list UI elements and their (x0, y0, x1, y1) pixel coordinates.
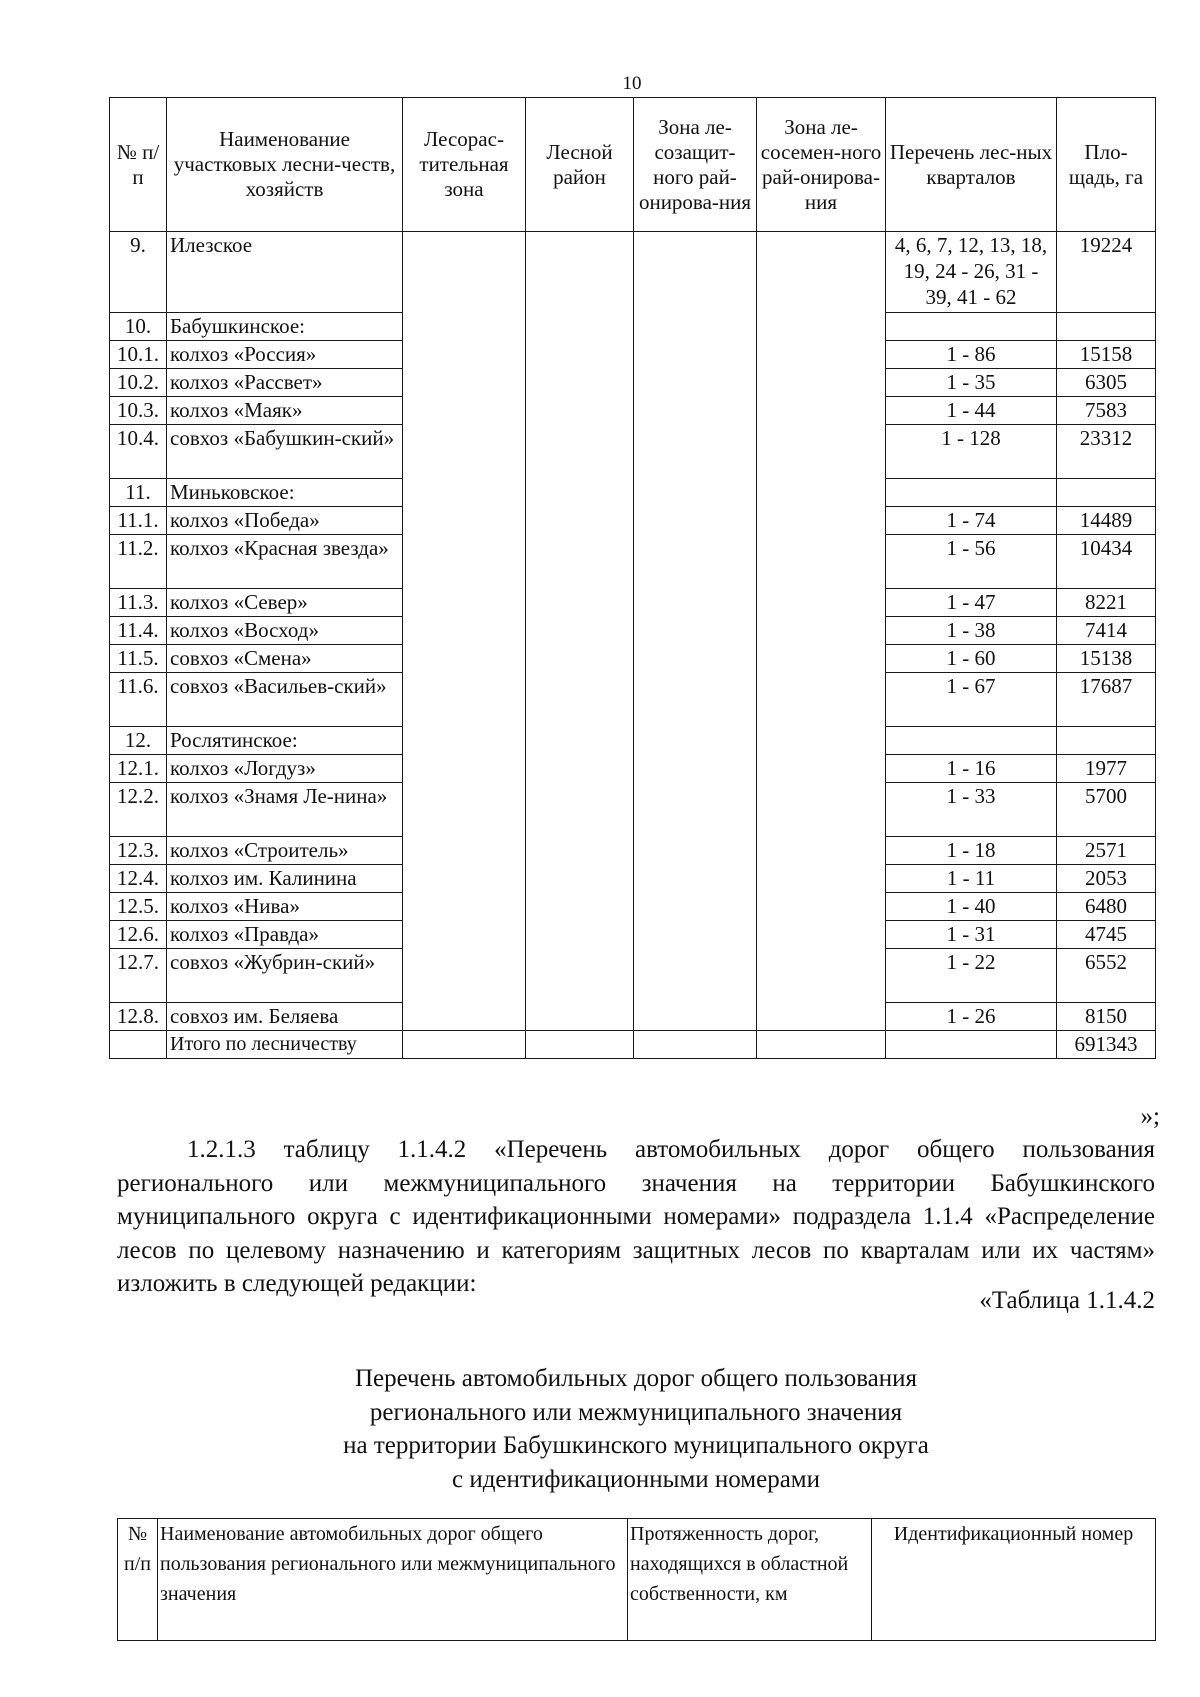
row-name: Миньковское: (167, 479, 403, 507)
row-quarters (886, 479, 1057, 507)
row-area: 10434 (1057, 535, 1156, 589)
row-area: 6480 (1057, 893, 1156, 921)
row-num: 10. (110, 313, 167, 341)
row-name: колхоз «Россия» (167, 341, 403, 369)
row-area (1057, 313, 1156, 341)
row-name: колхоз «Север» (167, 589, 403, 617)
row-area: 7583 (1057, 397, 1156, 425)
roads-header-length: Протяженность дорог, находящихся в областной собственности, км (628, 1519, 872, 1641)
row-quarters: 1 - 47 (886, 589, 1057, 617)
title-line: регионального или межмуниципального значения (369, 1398, 903, 1426)
row-num: 11.3. (110, 589, 167, 617)
row-quarters: 1 - 16 (886, 755, 1057, 783)
row-quarters: 1 - 44 (886, 397, 1057, 425)
row-quarters: 1 - 33 (886, 783, 1057, 837)
table-row (110, 232, 1156, 313)
header-district: Лесной район (526, 98, 634, 232)
row-area: 23312 (1057, 425, 1156, 479)
amendment-paragraph: 1.2.1.3 таблицу 1.1.4.2 «Перечень автомобильных дорог общего пользования регионального или межмуниципального значения на территории Бабушкинского муниципального округа с идентификационными номерами» подраздела 1.1.4 «Распределение лесов по целевому назначению и категориям защитных лесов по кварталам или их частям» изложить в следующей редакции: (117, 1136, 1155, 1297)
row-area: 2571 (1057, 837, 1156, 865)
total-area: 691343 (1057, 1031, 1156, 1059)
row-area: 14489 (1057, 507, 1156, 535)
row-quarters: 1 - 38 (886, 617, 1057, 645)
total-district-cell (526, 1031, 634, 1059)
row-name: Рослятинское: (167, 727, 403, 755)
protect-zone-merged-cell (634, 232, 757, 1031)
row-quarters: 1 - 56 (886, 535, 1057, 589)
row-name: Илезское (167, 232, 403, 313)
row-quarters: 4, 6, 7, 12, 13, 18, 19, 24 - 26, 31 - 39, 41 - 62 (886, 232, 1057, 313)
row-name: совхоз им. Беляева (167, 1003, 403, 1031)
row-num: 12.3. (110, 837, 167, 865)
row-num: 11.1. (110, 507, 167, 535)
district-merged-cell (526, 232, 634, 1031)
table-header-row (110, 98, 1156, 232)
row-name: колхоз «Маяк» (167, 397, 403, 425)
row-num: 10.3. (110, 397, 167, 425)
row-name: Бабушкинское: (167, 313, 403, 341)
forest-districts-table (109, 97, 1156, 1059)
row-area: 8221 (1057, 589, 1156, 617)
row-area: 1977 (1057, 755, 1156, 783)
row-name: совхоз «Бабушкин-ский» (167, 425, 403, 479)
row-name: колхоз «Восход» (167, 617, 403, 645)
header-name: Наименование участковых лесни-честв, хозяйств (167, 98, 403, 232)
row-quarters: 1 - 67 (886, 673, 1057, 727)
row-area: 6305 (1057, 369, 1156, 397)
row-quarters: 1 - 35 (886, 369, 1057, 397)
row-quarters (886, 727, 1057, 755)
row-area (1057, 479, 1156, 507)
total-zone-cell (403, 1031, 526, 1059)
header-quarters: Перечень лес-ных кварталов (886, 98, 1057, 232)
row-area: 19224 (1057, 232, 1156, 313)
roads-header-name: Наименование автомобильных дорог общего пользования регионального или межмуниципального значения (158, 1519, 628, 1641)
row-name: колхоз «Правда» (167, 921, 403, 949)
row-num: 12.7. (110, 949, 167, 1003)
row-area (1057, 727, 1156, 755)
total-quarters-cell (886, 1031, 1057, 1059)
header-area: Пло-щадь, га (1057, 98, 1156, 232)
roads-header-row (118, 1519, 1156, 1641)
row-name: совхоз «Жубрин-ский» (167, 949, 403, 1003)
row-name: колхоз «Нива» (167, 893, 403, 921)
header-zone: Лесорас-тительная зона (403, 98, 526, 232)
row-area: 6552 (1057, 949, 1156, 1003)
row-area: 17687 (1057, 673, 1156, 727)
title-line: Перечень автомобильных дорог общего пользования (354, 1365, 918, 1392)
row-quarters: 1 - 86 (886, 341, 1057, 369)
row-name: совхоз «Смена» (167, 645, 403, 673)
row-name: колхоз «Красная звезда» (167, 535, 403, 589)
row-num: 11.4. (110, 617, 167, 645)
row-area: 8150 (1057, 1003, 1156, 1031)
row-name: колхоз «Строитель» (167, 837, 403, 865)
row-num: 11.2. (110, 535, 167, 589)
row-area: 15158 (1057, 341, 1156, 369)
row-area: 5700 (1057, 783, 1156, 837)
row-num: 11.5. (110, 645, 167, 673)
row-num: 12.4. (110, 865, 167, 893)
title-line: на территории Бабушкинского муниципального округа (343, 1432, 929, 1459)
row-area: 15138 (1057, 645, 1156, 673)
header-protect-zone: Зона ле-созащит-ного рай-онирова-ния (634, 98, 757, 232)
roads-table-title (117, 1362, 1155, 1496)
row-area: 4745 (1057, 921, 1156, 949)
zone-merged-cell (403, 232, 526, 1031)
row-num: 11. (110, 479, 167, 507)
row-quarters: 1 - 60 (886, 645, 1057, 673)
row-quarters: 1 - 11 (886, 865, 1057, 893)
row-quarters: 1 - 18 (886, 837, 1057, 865)
row-area: 2053 (1057, 865, 1156, 893)
table-label: «Таблица 1.1.4.2 (979, 1287, 1155, 1314)
row-num: 12.1. (110, 755, 167, 783)
page-number: 10 (622, 73, 642, 94)
row-num: 12.2. (110, 783, 167, 837)
row-num: 9. (110, 232, 167, 313)
row-num: 12.8. (110, 1003, 167, 1031)
row-quarters: 1 - 40 (886, 893, 1057, 921)
row-num: 10.4. (110, 425, 167, 479)
row-name: совхоз «Васильев-ский» (167, 673, 403, 727)
roads-header-num: № п/п (118, 1519, 158, 1641)
seed-zone-merged-cell (757, 232, 886, 1031)
row-quarters: 1 - 74 (886, 507, 1057, 535)
row-num: 12. (110, 727, 167, 755)
row-num: 12.6. (110, 921, 167, 949)
row-quarters: 1 - 31 (886, 921, 1057, 949)
header-seed-zone: Зона ле-сосемен-ного рай-онирова-ния (757, 98, 886, 232)
row-name: колхоз «Рассвет» (167, 369, 403, 397)
row-quarters (886, 313, 1057, 341)
total-seed-cell (757, 1031, 886, 1059)
header-num: № п/п (110, 98, 167, 232)
row-num: 10.1. (110, 341, 167, 369)
roads-table (117, 1518, 1156, 1641)
total-num-cell (110, 1031, 167, 1059)
row-quarters: 1 - 26 (886, 1003, 1057, 1031)
row-name: колхоз им. Калинина (167, 865, 403, 893)
total-label: Итого по лесничеству (167, 1031, 403, 1059)
row-num: 10.2. (110, 369, 167, 397)
closing-quote: »; (1140, 1103, 1160, 1130)
row-area: 7414 (1057, 617, 1156, 645)
row-num: 12.5. (110, 893, 167, 921)
title-line: с идентификационными номерами (451, 1465, 821, 1493)
row-num: 11.6. (110, 673, 167, 727)
row-name: колхоз «Логдуз» (167, 755, 403, 783)
total-protect-cell (634, 1031, 757, 1059)
total-row (110, 1031, 1156, 1059)
row-name: колхоз «Знамя Ле-нина» (167, 783, 403, 837)
row-quarters: 1 - 128 (886, 425, 1057, 479)
row-name: колхоз «Победа» (167, 507, 403, 535)
row-quarters: 1 - 22 (886, 949, 1057, 1003)
roads-header-id: Идентификационный номер (872, 1519, 1156, 1641)
